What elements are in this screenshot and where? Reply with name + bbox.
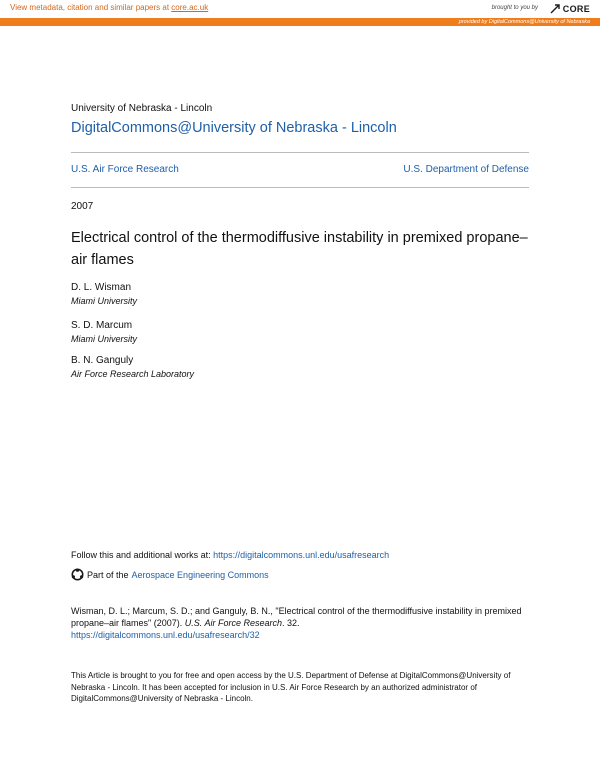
core-logo-icon (549, 3, 561, 15)
citation-url[interactable]: https://digitalcommons.unl.edu/usafresearch/32 (71, 630, 260, 640)
citation-suffix: . 32. (281, 618, 300, 628)
core-banner-top (0, 0, 600, 18)
part-of-prefix: Part of the (87, 569, 129, 580)
publication-year: 2007 (71, 201, 94, 212)
institution-name: University of Nebraska - Lincoln (71, 103, 213, 114)
core-banner (0, 0, 600, 26)
core-metadata-link[interactable] (10, 3, 208, 12)
citation-series: U.S. Air Force Research (184, 618, 282, 628)
divider-bottom (71, 187, 529, 188)
commons-network-icon (71, 568, 84, 581)
part-of-link[interactable]: Aerospace Engineering Commons (131, 569, 269, 580)
follow-url[interactable]: https://digitalcommons.unl.edu/usafresearch (213, 550, 390, 560)
author-affiliation: Miami University (71, 334, 138, 344)
author-name: B. N. Ganguly (71, 355, 134, 366)
follow-line (71, 550, 389, 560)
series-link-dod[interactable]: U.S. Department of Defense (403, 164, 529, 175)
core-brought-by: brought to you by (491, 5, 538, 11)
citation-text: Wisman, D. L.; Marcum, S. D.; and Ganguly, B. N., "Electrical control of the thermodiffusive instability in premixed propane–air flames" (2007). (71, 606, 522, 628)
series-link-air-force[interactable]: U.S. Air Force Research (71, 164, 179, 175)
core-logo-text: CORE (562, 3, 590, 14)
core-metadata-url[interactable]: core.ac.uk (171, 3, 209, 12)
core-provided-bar (0, 18, 600, 26)
follow-prefix: Follow this and additional works at: (71, 550, 211, 560)
author-name: S. D. Marcum (71, 320, 133, 331)
paper-title: Electrical control of the thermodiffusive instability in premixed propane–air flames (71, 230, 528, 268)
author-affiliation: Miami University (71, 296, 138, 306)
repository-link[interactable]: DigitalCommons@University of Nebraska - Lincoln (71, 120, 397, 136)
core-metadata-prefix: View metadata, citation and similar papers at (10, 3, 170, 12)
author-affiliation: Air Force Research Laboratory (71, 369, 195, 379)
part-of-line (71, 568, 269, 581)
core-logo[interactable] (549, 1, 590, 16)
access-note: This Article is brought to you for free and open access by the U.S. Department of Defense at DigitalCommons@University of Nebraska - Lincoln. It has been accepted for inclusion in U.S. Air Force Research by an authorized administrator of DigitalCommons@University of Nebraska - Lincoln. (71, 671, 511, 703)
divider-top (71, 152, 529, 153)
author-name: D. L. Wisman (71, 282, 132, 293)
citation-block (71, 605, 531, 641)
core-provided-by[interactable]: provided by DigitalCommons@University of Nebraska (458, 19, 590, 25)
